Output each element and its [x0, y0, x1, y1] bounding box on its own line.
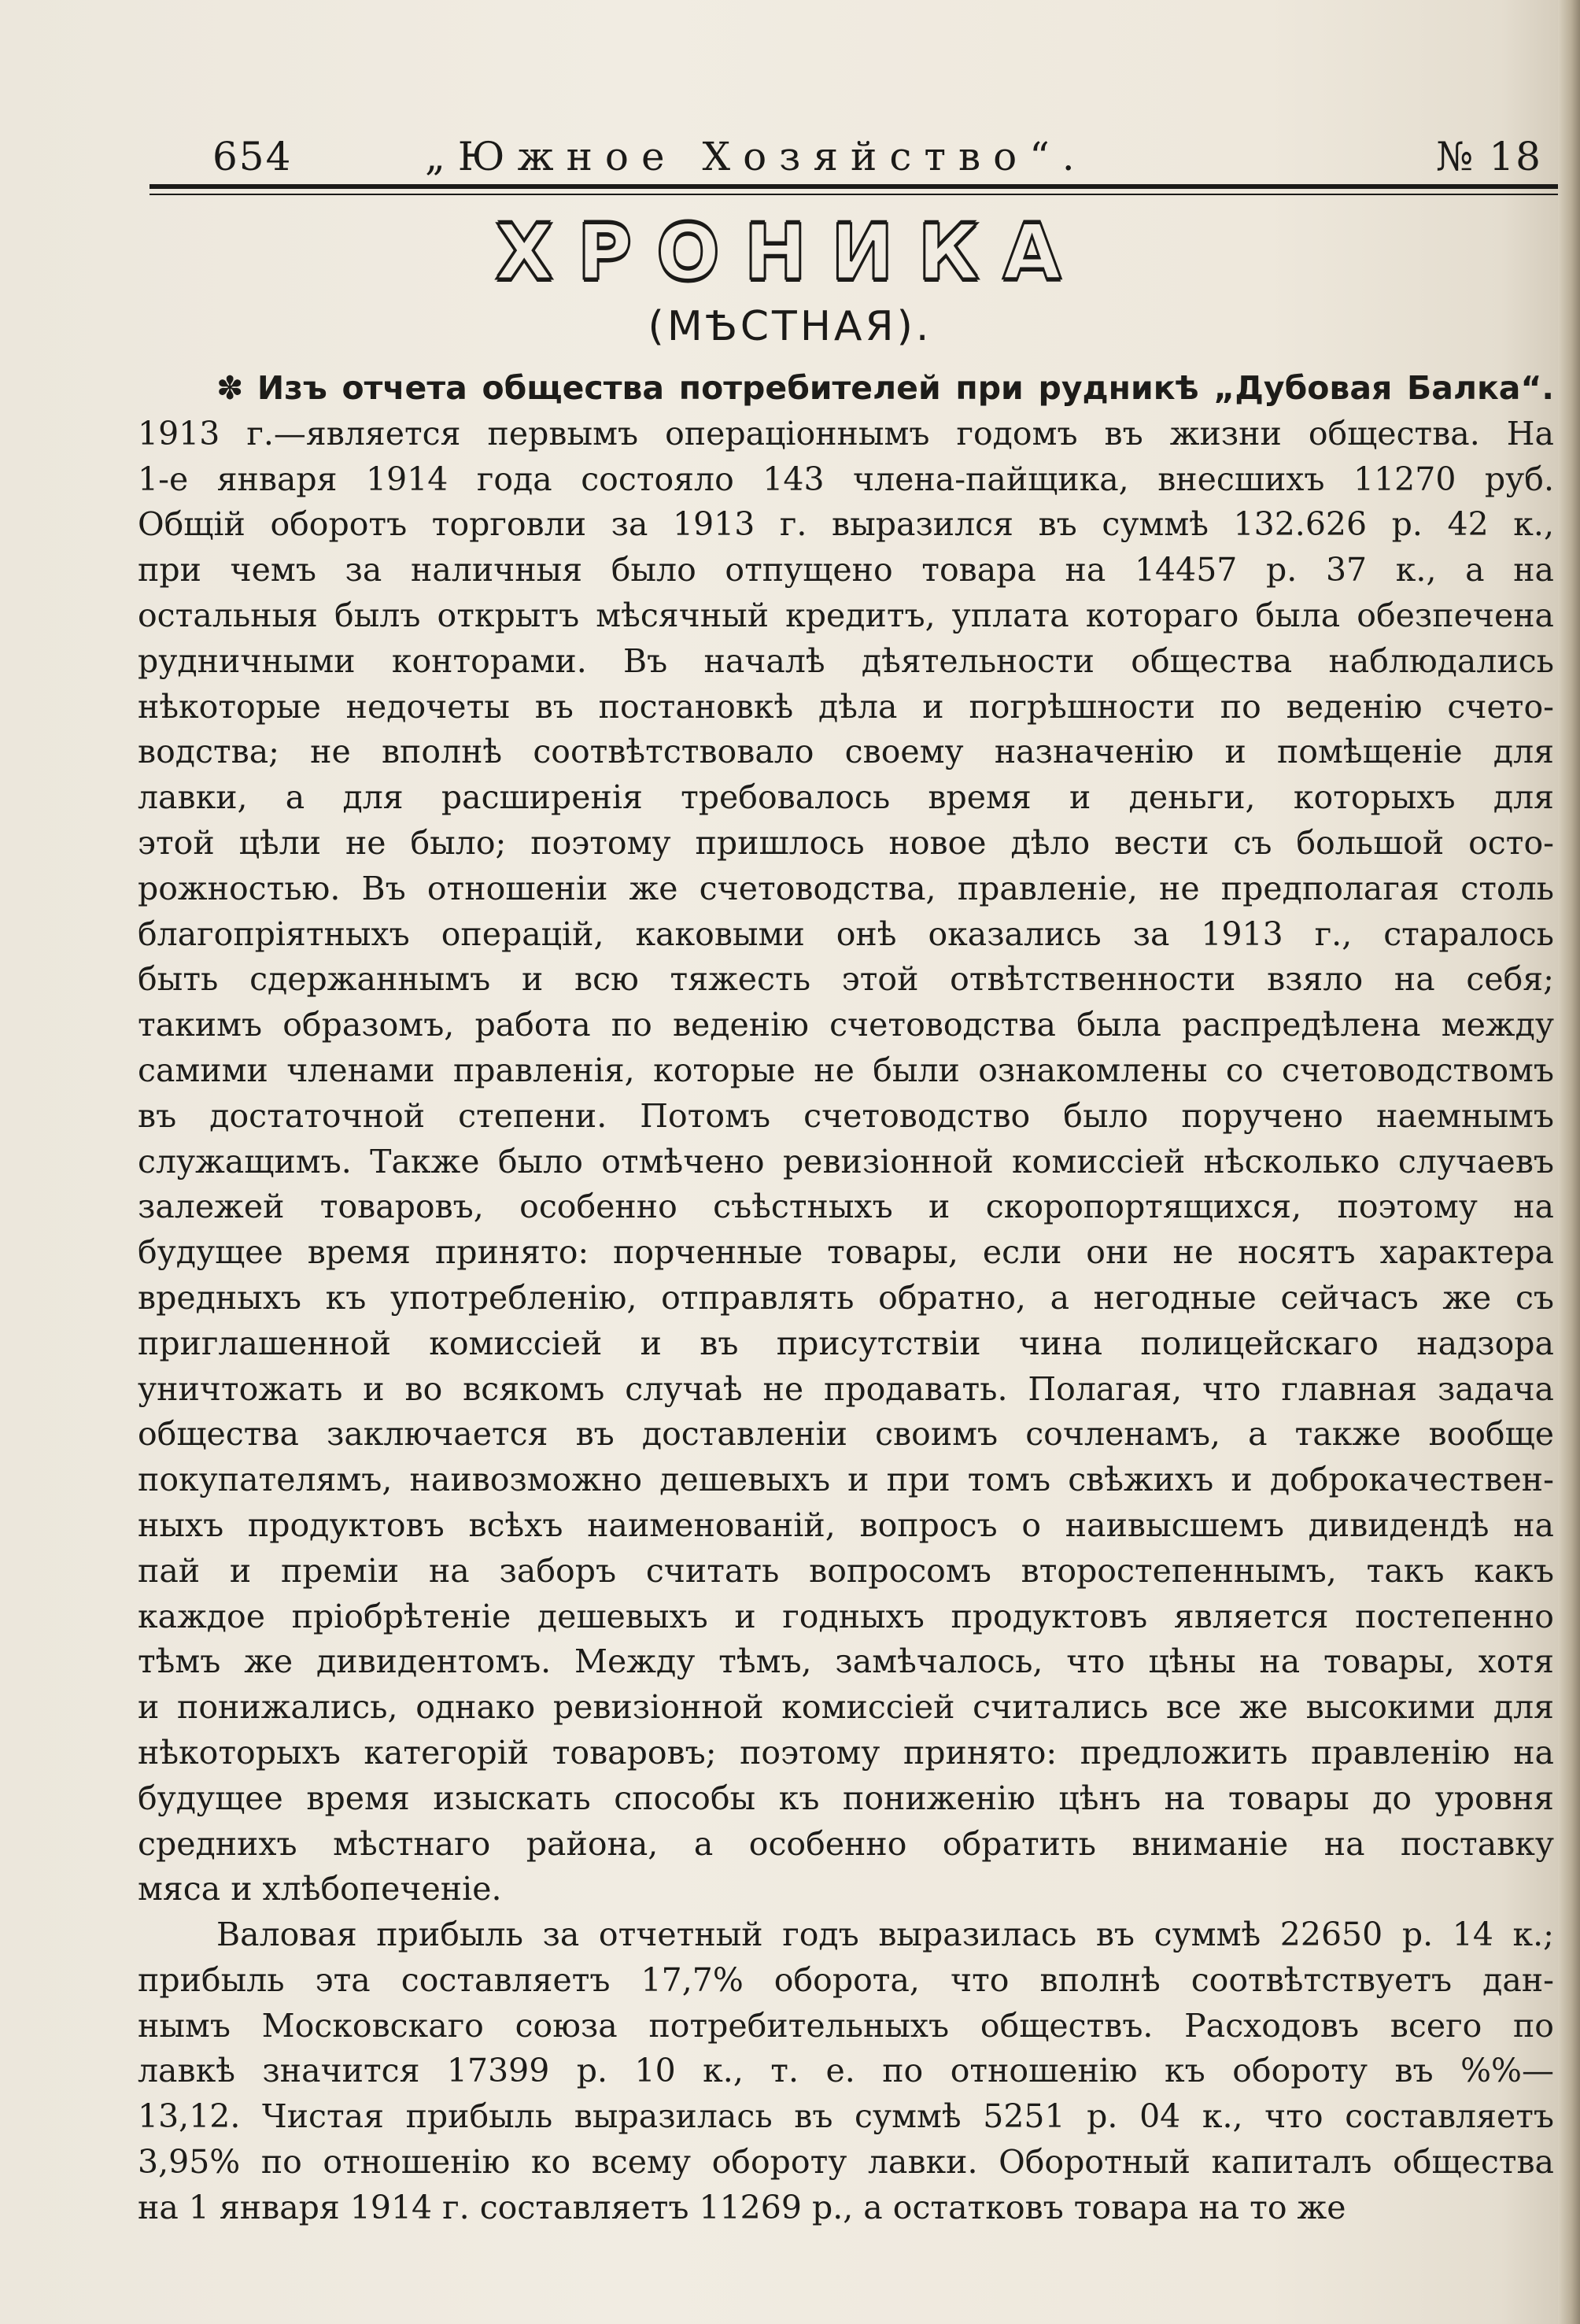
- text-line: благопріятныхъ операцій, каковыми онѣ оказались за 1913 г., старалось: [138, 914, 1554, 953]
- text-line: будущее время изыскать способы къ пониженію цѣнъ на товары до уровня: [138, 1779, 1554, 1817]
- text-line: нымъ Московскаго союза потребительныхъ обществъ. Расходовъ всего по: [138, 2006, 1554, 2045]
- text-line: нѣкоторыхъ категорій товаровъ; поэтому принято: предложить правленію на: [138, 1733, 1554, 1772]
- text-line: [138, 366, 1554, 412]
- text-line: на 1 января 1914 г. составляетъ 11269 р., а остатковъ товара на то же: [138, 2188, 1346, 2226]
- text-line: водства; не вполнѣ соотвѣтствовало своему назначенію и помѣщеніе для: [138, 733, 1554, 771]
- text-line: рудничными конторами. Въ началѣ дѣятельности общества наблюдались: [138, 641, 1554, 680]
- text-line: при чемъ за наличныя было отпущено товара на 14457 р. 37 к., а на: [138, 551, 1554, 589]
- text-line: въ достаточной степени. Потомъ счетоводство было поручено наемнымъ: [138, 1096, 1554, 1135]
- text-line: мяса и хлѣбопеченіе.: [138, 1870, 502, 1908]
- section-subtitle: (МѢСТНАЯ).: [648, 303, 932, 350]
- text-line: 13,12. Чистая прибыль выразилась въ суммѣ 5251 р. 04 к., что составляетъ: [138, 2097, 1554, 2136]
- text-line: нѣкоторые недочеты въ постановкѣ дѣла и погрѣшности по веденію счето-: [138, 687, 1554, 726]
- text-line: Валовая прибыль за отчетный годъ выразилась въ суммѣ 22650 р. 14 к.;: [216, 1916, 1554, 1954]
- text-line: этой цѣли не было; поэтому пришлось новое дѣло вести съ большой осто-: [138, 823, 1554, 862]
- text-line: уничтожать и во всякомъ случаѣ не продавать. Полагая, что главная задача: [138, 1369, 1554, 1408]
- article-text: [138, 366, 1554, 2231]
- text-line: прибыль эта составляетъ 17,7% оборота, что вполнѣ соотвѣтствуетъ дан-: [138, 1960, 1554, 1999]
- text-line: лавки, а для расширенія требовалось время и деньги, которыхъ для: [138, 778, 1554, 817]
- section-title: ХРОНИКА: [495, 209, 1085, 297]
- text-line: вредныхъ къ употребленію, отправлять обратно, а негодные сейчасъ же съ: [138, 1278, 1554, 1317]
- text-line: покупателямъ, наивозможно дешевыхъ и при томъ свѣжихъ и доброкачествен-: [138, 1461, 1554, 1499]
- header-rule-thick: [150, 184, 1566, 189]
- text-line: каждое пріобрѣтеніе дешевыхъ и годныхъ продуктовъ является постепенно: [138, 1597, 1554, 1635]
- text-line: 3,95% по отношенію ко всему обороту лавки. Оборотный капиталъ общества: [138, 2143, 1554, 2182]
- text-line: и понижались, однако ревизіонной комиссіей считались все же высокими для: [138, 1688, 1554, 1727]
- text-line: лавкѣ значится 17399 р. 10 к., т. е. по отношенію къ обороту въ %%—: [138, 2052, 1554, 2090]
- text-line: 1-е января 1914 года состояло 143 члена-пайщика, внесшихъ 11270 руб.: [138, 460, 1554, 498]
- page-edge: [1558, 0, 1580, 2324]
- text-line: пай и преміи на заборъ считать вопросомъ второстепеннымъ, такъ какъ: [138, 1551, 1554, 1590]
- text-line: остальныя былъ открытъ мѣсячный кредитъ, уплата котораго была обезпечена: [138, 596, 1554, 634]
- issue-number: № 18: [1436, 134, 1542, 179]
- journal-title: „Южное Хозяйство“.: [425, 134, 1087, 179]
- text-line: залежей товаровъ, особенно съѣстныхъ и скоропортящихся, поэтому на: [138, 1188, 1554, 1226]
- text-line: служащимъ. Также было отмѣчено ревизіонной комиссіей нѣсколько случаевъ: [138, 1142, 1554, 1180]
- text-line: тѣмъ же дивидентомъ. Между тѣмъ, замѣчалось, что цѣны на товары, хотя: [138, 1642, 1554, 1681]
- text-line: такимъ образомъ, работа по веденію счетоводства была распредѣлена между: [138, 1006, 1554, 1044]
- text-line: рожностью. Въ отношеніи же счетоводства, правленіе, не предполагая столь: [138, 869, 1554, 907]
- text-line: самими членами правленія, которые не были ознакомлены со счетоводствомъ: [138, 1051, 1554, 1089]
- text-line: общества заключается въ доставленіи своимъ сочленамъ, а также вообще: [138, 1415, 1554, 1454]
- text-line: Общій оборотъ торговли за 1913 г. выразился въ суммѣ 132.626 р. 42 к.,: [138, 505, 1554, 544]
- text-line: 1913 г.—является первымъ операціоннымъ годомъ въ жизни общества. На: [138, 414, 1554, 453]
- page-number: 654: [212, 134, 293, 179]
- text-line: быть сдержаннымъ и всю тяжесть этой отвѣтственности взяло на себя;: [138, 960, 1554, 999]
- paragraph-mark-icon: ✽: [216, 369, 257, 407]
- lead-heading-text: Изъ отчета общества потребителей при рудникѣ „Дубовая Балка“.: [257, 369, 1554, 407]
- text-line: будущее время принято: порченные товары, если они не носятъ характера: [138, 1233, 1554, 1272]
- text-line: приглашенной комиссіей и въ присутствіи чина полицейскаго надзора: [138, 1324, 1554, 1362]
- text-line: ныхъ продуктовъ всѣхъ наименованій, вопросъ о наивысшемъ дивидендѣ на: [138, 1506, 1554, 1544]
- header-rule-thin: [150, 194, 1566, 195]
- text-line: среднихъ мѣстнаго района, а особенно обратить вниманіе на поставку: [138, 1824, 1554, 1863]
